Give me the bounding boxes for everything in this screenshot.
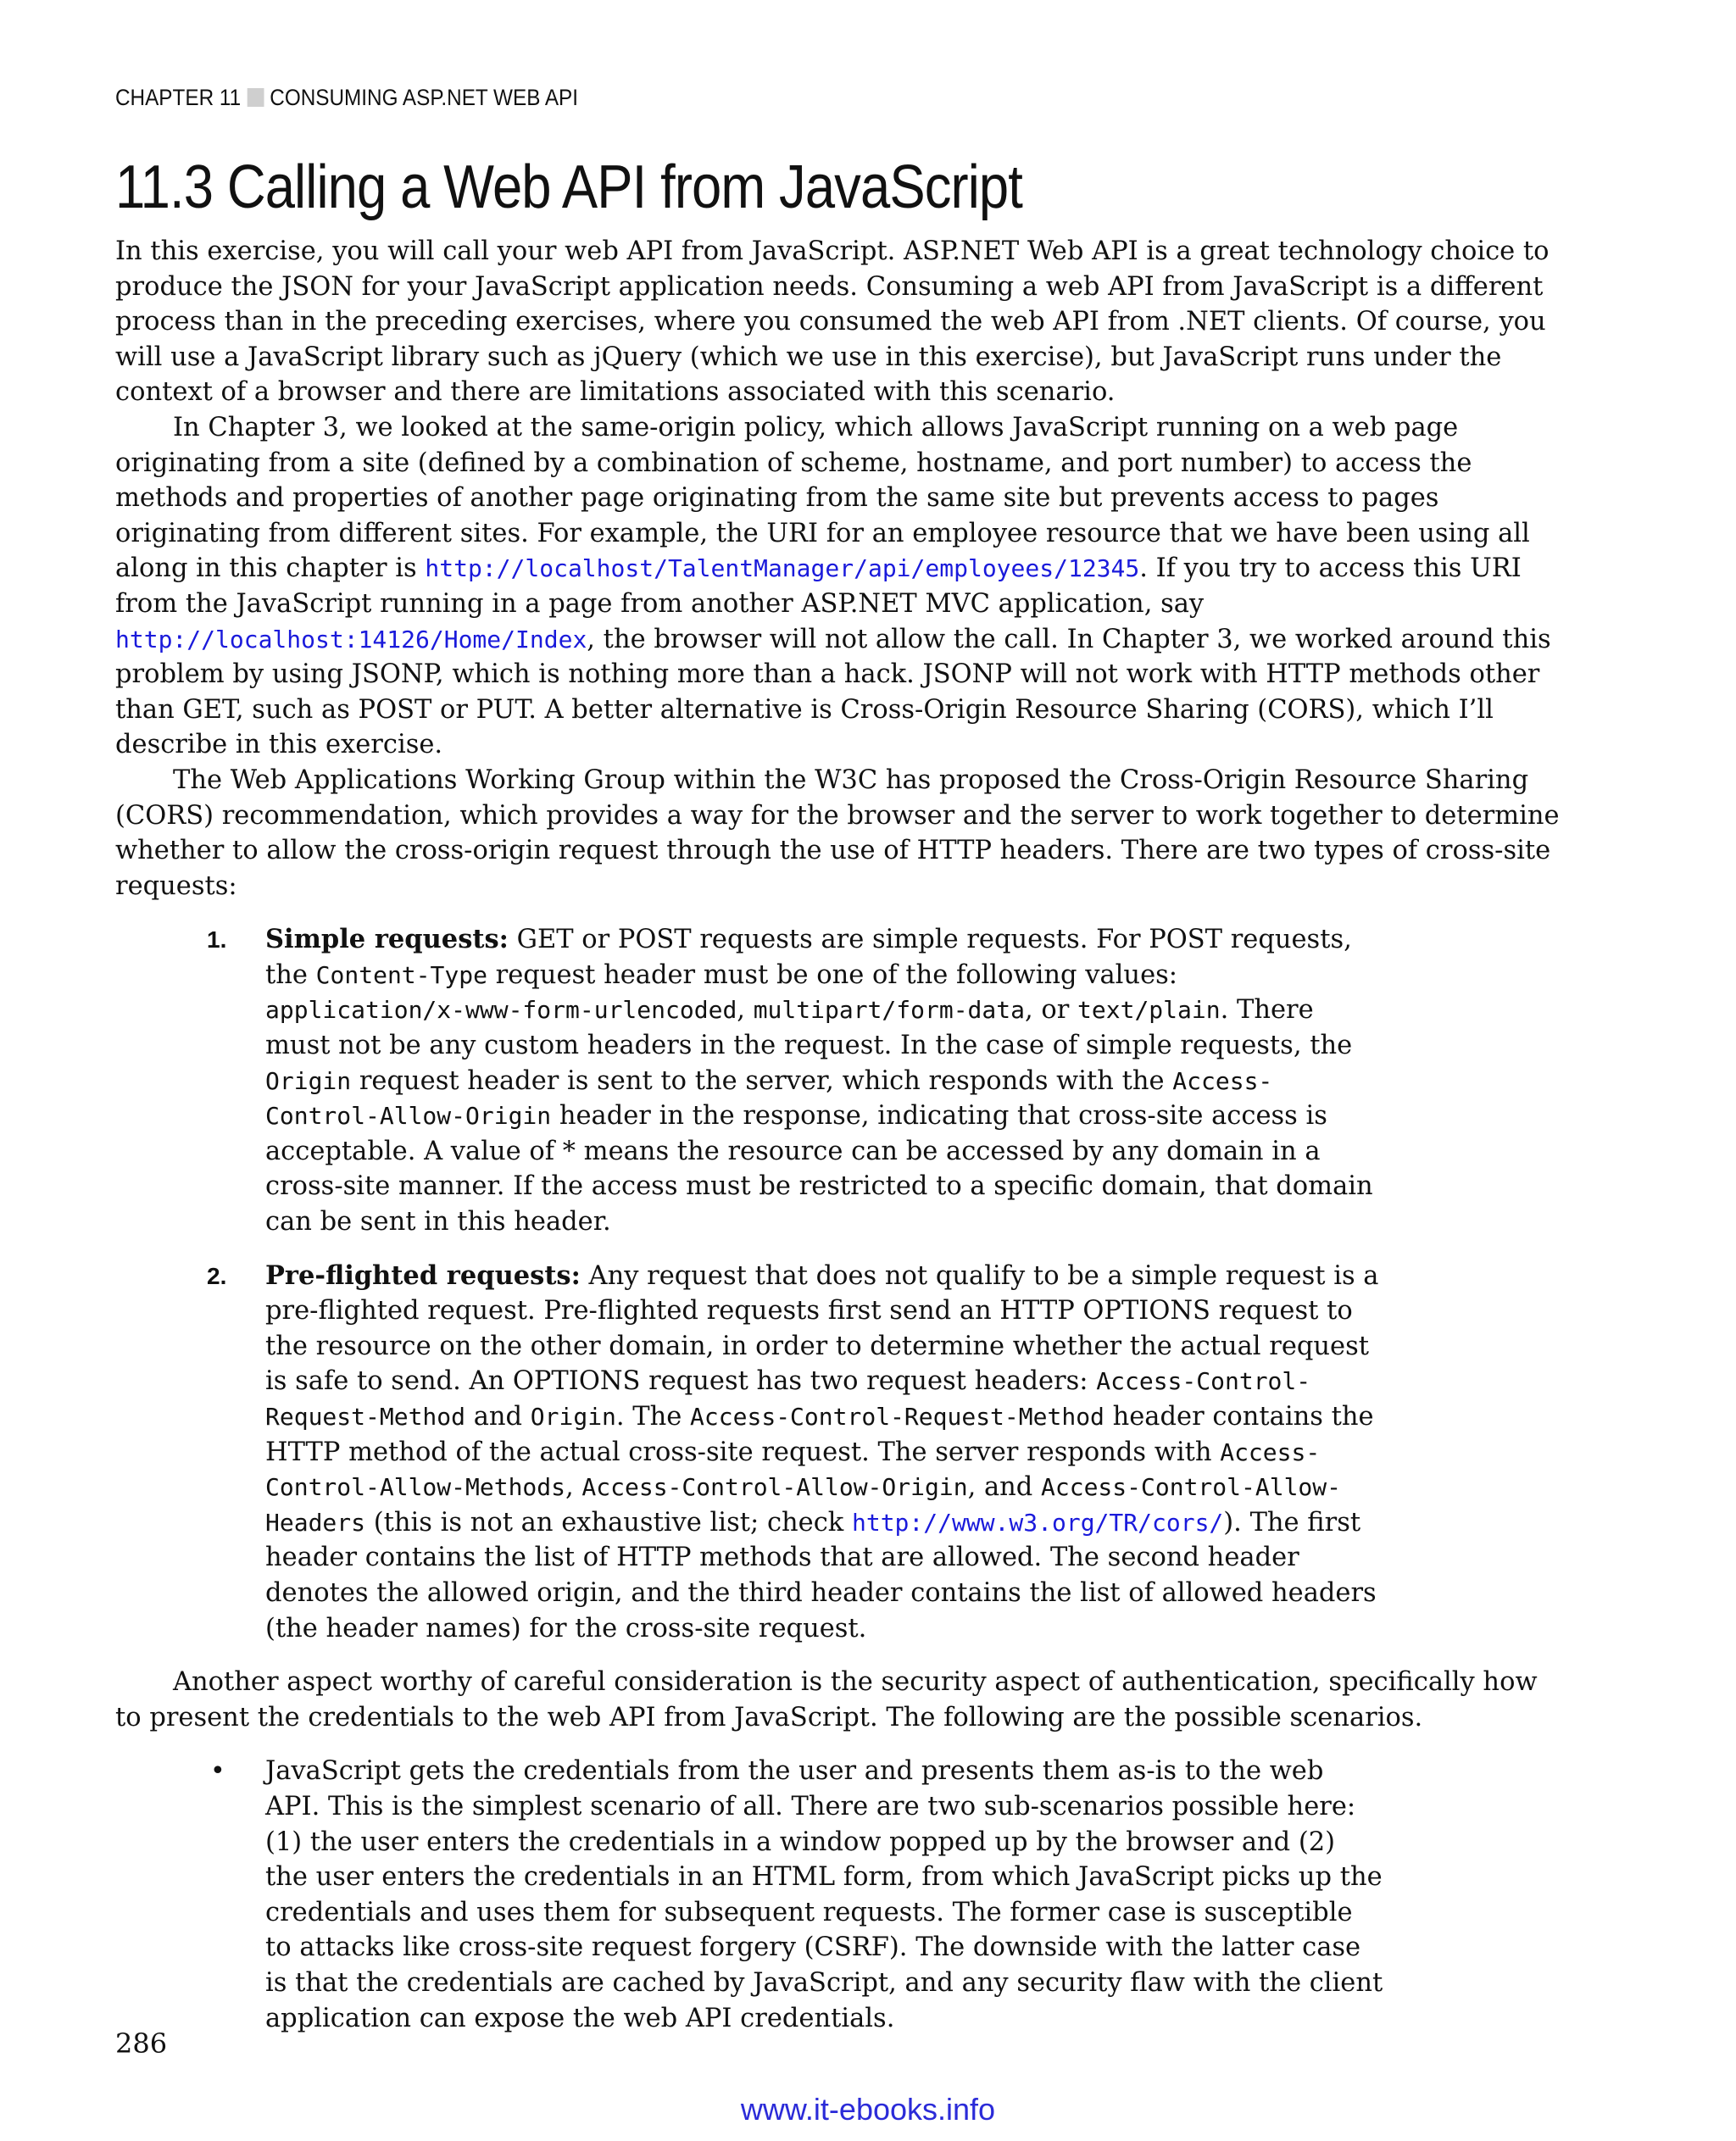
w3c-cors-link[interactable]: http://www.w3.org/TR/cors/ (851, 1508, 1224, 1537)
running-header (115, 85, 578, 111)
code-term: Access-Control-Allow-Origin (265, 1066, 1273, 1131)
code-term: Origin (530, 1403, 616, 1431)
code-term: Access-Control-Allow-Headers (265, 1473, 1342, 1537)
list-item-heading: Pre-flighted requests: (265, 1260, 581, 1291)
numbered-list (115, 922, 1565, 1646)
paragraph-text: In Chapter 3, we looked at the same-origin policy, which allows JavaScript running on a web page originating from a site (defined by a combination of scheme, hostname, and port number) to access the methods and properties of another page originating from the same site but prevents access to pages originating from different sites. For example, the URI for an employee resource that we have been using all along in this chapter is (115, 412, 1530, 584)
mvc-app-uri-link[interactable]: http://localhost:14126/Home/Index (115, 625, 587, 653)
body-text (115, 234, 1565, 2055)
list-text: header in the response, indicating that cross-site access is acceptable. A value of * means the resource can be accessed by any domain in a cross-site manner. If the access must be restricted to a specific domain, that domain can be sent in this header. (265, 1101, 1373, 1237)
list-text: request header is sent to the server, which responds with the (351, 1065, 1173, 1096)
list-text: ). The first header contains the list of HTTP methods that are allowed. The second header denotes the allowed origin, and the third header contains the list of allowed headers (the header names) for the cross-site request. (265, 1507, 1377, 1643)
page-number: 286 (115, 2027, 168, 2060)
list-text: . The (615, 1402, 691, 1432)
employee-uri-link[interactable]: http://localhost/TalentManager/api/employees/12345 (425, 554, 1140, 583)
list-text: , (565, 1472, 582, 1503)
paragraph-intro: In this exercise, you will call your web API from JavaScript. ASP.NET Web API is a great technology choice to produce the JSON for your JavaScript application needs. Consuming a web API from JavaScript is a different process than in the preceding exercises, where you consumed the web API from .NET clients. Of course, you will use a JavaScript library such as jQuery (which we use in this exercise), but JavaScript runs under the context of a browser and there are limitations associated with this scenario. (115, 236, 1550, 408)
list-text: (this is not an exhaustive list; check (365, 1507, 852, 1538)
list-text: . There must not be any custom headers in the request. In the case of simple requests, the (265, 995, 1353, 1061)
bullet-icon: • (210, 1756, 225, 1787)
code-term: Access-Control-Request-Method (265, 1367, 1311, 1431)
list-number: 2. (207, 1262, 227, 1289)
code-term: Origin (265, 1066, 352, 1095)
list-text: GET or POST requests are simple requests. For POST requests, the (265, 925, 1352, 990)
code-term: text/plain (1077, 996, 1221, 1025)
code-term: Content-Type (315, 960, 487, 989)
code-term: Access-Control-Allow-Methods (265, 1438, 1321, 1502)
chapter-title: CONSUMING ASP.NET WEB API (270, 85, 578, 110)
code-term: application/x-www-form-urlencoded (265, 996, 737, 1025)
chapter-number: CHAPTER 11 (115, 85, 242, 110)
code-term: Access-Control-Request-Method (690, 1403, 1104, 1431)
paragraph-cors: The Web Applications Working Group within the W3C has proposed the Cross-Origin Resource Sharing (CORS) recommendation, which provides a way for the browser and the server to work together to determine whether to allow the cross-origin request through the use of HTTP headers. There are two types of cross-site requests: (115, 765, 1560, 901)
list-item-heading: Simple requests: (265, 924, 509, 955)
code-term: multipart/form-data (753, 996, 1025, 1025)
paragraph-same-origin (115, 410, 1565, 763)
code-term: Access-Control-Allow-Origin (581, 1473, 968, 1502)
list-number: 1. (207, 926, 227, 954)
list-text: request header must be one of the following values: (487, 959, 1178, 990)
list-text: , and (967, 1472, 1041, 1503)
list-text: header contains the HTTP method of the actual cross-site request. The server responds with (265, 1402, 1374, 1467)
paragraph-text: , the browser will not allow the call. In Chapter 3, we worked around this problem by using JSONP, which is nothing more than a hack. JSONP will not work with HTTP methods other than GET, such as POST or PUT. A better alternative is Cross-Origin Resource Sharing (CORS), which I’ll describe in this exercise. (115, 624, 1551, 760)
bulleted-list (115, 1754, 1565, 2036)
list-text: , (737, 995, 754, 1026)
list-text: , or (1024, 995, 1078, 1026)
watermark-link[interactable]: www.it-ebooks.info (740, 2092, 996, 2127)
paragraph-text: . If you try to access this URI from the JavaScript running in a page from another ASP.NET MVC application, say (115, 553, 1522, 619)
list-text: JavaScript gets the credentials from the user and presents them as-is to the web API. This is the simplest scenario of all. There are two sub-scenarios possible here: (1) the user enters the credentials in a window popped up by the browser and (2) the user enters the credentials in an HTML form, from which JavaScript picks up the credentials and uses them for subsequent requests. The former case is susceptible to attacks like cross-site request forgery (CSRF). The downside with the latter case is that the credentials are cached by JavaScript, and any security flaw with the client application can expose the web API credentials. (265, 1756, 1383, 2033)
list-item-preflighted-requests (115, 1259, 1384, 1647)
list-item-simple-requests (115, 922, 1384, 1239)
list-text: and (465, 1402, 531, 1432)
paragraph-authentication: Another aspect worthy of careful consideration is the security aspect of authentication, specifically how to present the credentials to the web API from JavaScript. The following are the possible scenarios. (115, 1667, 1538, 1732)
list-text: Any request that does not qualify to be a simple request is a pre-flighted request. Pre-flighted requests first send an HTTP OPTIONS request to the resource on the other domain, in order to determine whether the actual request is safe to send. An OPTIONS request has two request headers: (265, 1260, 1379, 1397)
section-title: 11.3 Calling a Web API from JavaScript (115, 153, 1023, 221)
square-separator-icon (247, 88, 264, 107)
list-item-credentials (115, 1754, 1384, 2036)
